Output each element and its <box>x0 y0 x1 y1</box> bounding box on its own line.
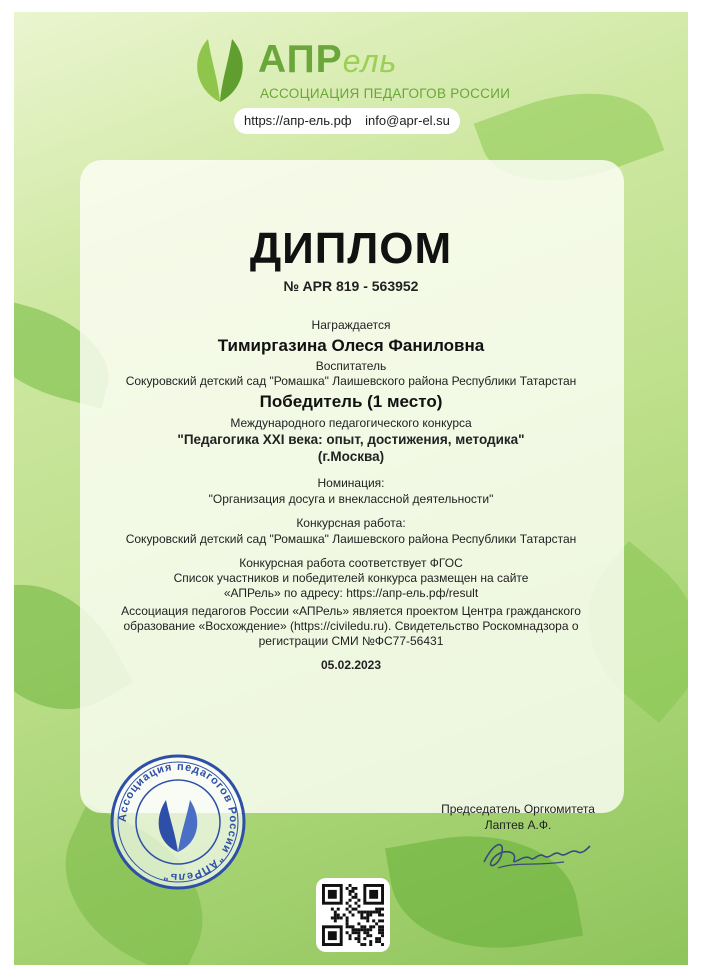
fgos-note: Конкурсная работа соответствует ФГОС <box>239 556 463 570</box>
issue-date: 05.02.2023 <box>320 658 382 672</box>
nomination-value: "Организация досуга и внеклассной деятельности" <box>208 492 494 506</box>
svg-text:Ассоциация педагогов России "А: Ассоциация педагогов России "АПРель" <box>116 760 240 884</box>
contest-city: (г.Москва) <box>317 449 385 464</box>
chairman-block <box>418 802 618 832</box>
work-value: Сокуровский детский сад "Ромашка" Лаишевского района Республики Татарстан <box>125 532 577 546</box>
website-link[interactable]: https://апр-ель.рф <box>244 113 352 128</box>
about-line: образование «Восхождение» (https://civiledu.ru). Свидетельство Роскомнадзора о <box>123 619 579 633</box>
seal-stamp-icon <box>108 752 248 892</box>
results-line: «АПРель» по адресу: https://апр-ель.рф/result <box>223 586 479 600</box>
about-line: Ассоциация педагогов России «АПРель» является проектом Центра гражданского <box>121 604 581 618</box>
email-link[interactable]: info@apr-el.su <box>365 113 450 128</box>
about-line: регистрации СМИ №ФС77-56431 <box>258 634 444 648</box>
diploma-number: № APR 819 - 563952 <box>283 278 419 294</box>
recipient-name: Тимиргазина Олеся Фаниловна <box>217 336 485 355</box>
qr-code-icon <box>322 884 384 946</box>
chairman-name: Лаптев А.Ф. <box>484 818 552 832</box>
diploma-title: ДИПЛОМ <box>249 224 453 273</box>
recipient-position: Воспитатель <box>315 359 387 373</box>
contest-name: "Педагогика XXI века: опыт, достижения, методика" <box>177 432 525 447</box>
diploma-sheet <box>14 12 688 965</box>
brand-name: АПРель <box>258 38 398 81</box>
nomination-label: Номинация: <box>317 476 385 490</box>
chairman-title: Председатель Оргкомитета <box>441 802 595 816</box>
work-label: Конкурсная работа: <box>296 516 406 530</box>
leaf-logo-icon <box>190 34 250 106</box>
handwritten-signature-icon <box>474 832 594 877</box>
brand-logo <box>190 26 520 114</box>
qr-code <box>316 878 390 952</box>
recipient-organization: Сокуровский детский сад "Ромашка" Лаишевского района Республики Татарстан <box>125 374 577 388</box>
award-place: Победитель (1 место) <box>259 392 443 411</box>
brand-subtitle: АССОЦИАЦИЯ ПЕДАГОГОВ РОССИИ <box>260 86 511 101</box>
results-line: Список участников и победителей конкурса размещен на сайте <box>173 571 529 585</box>
contacts-bar <box>234 108 460 134</box>
awarded-label: Награждается <box>311 318 391 332</box>
contest-type: Международного педагогического конкурса <box>230 416 472 430</box>
